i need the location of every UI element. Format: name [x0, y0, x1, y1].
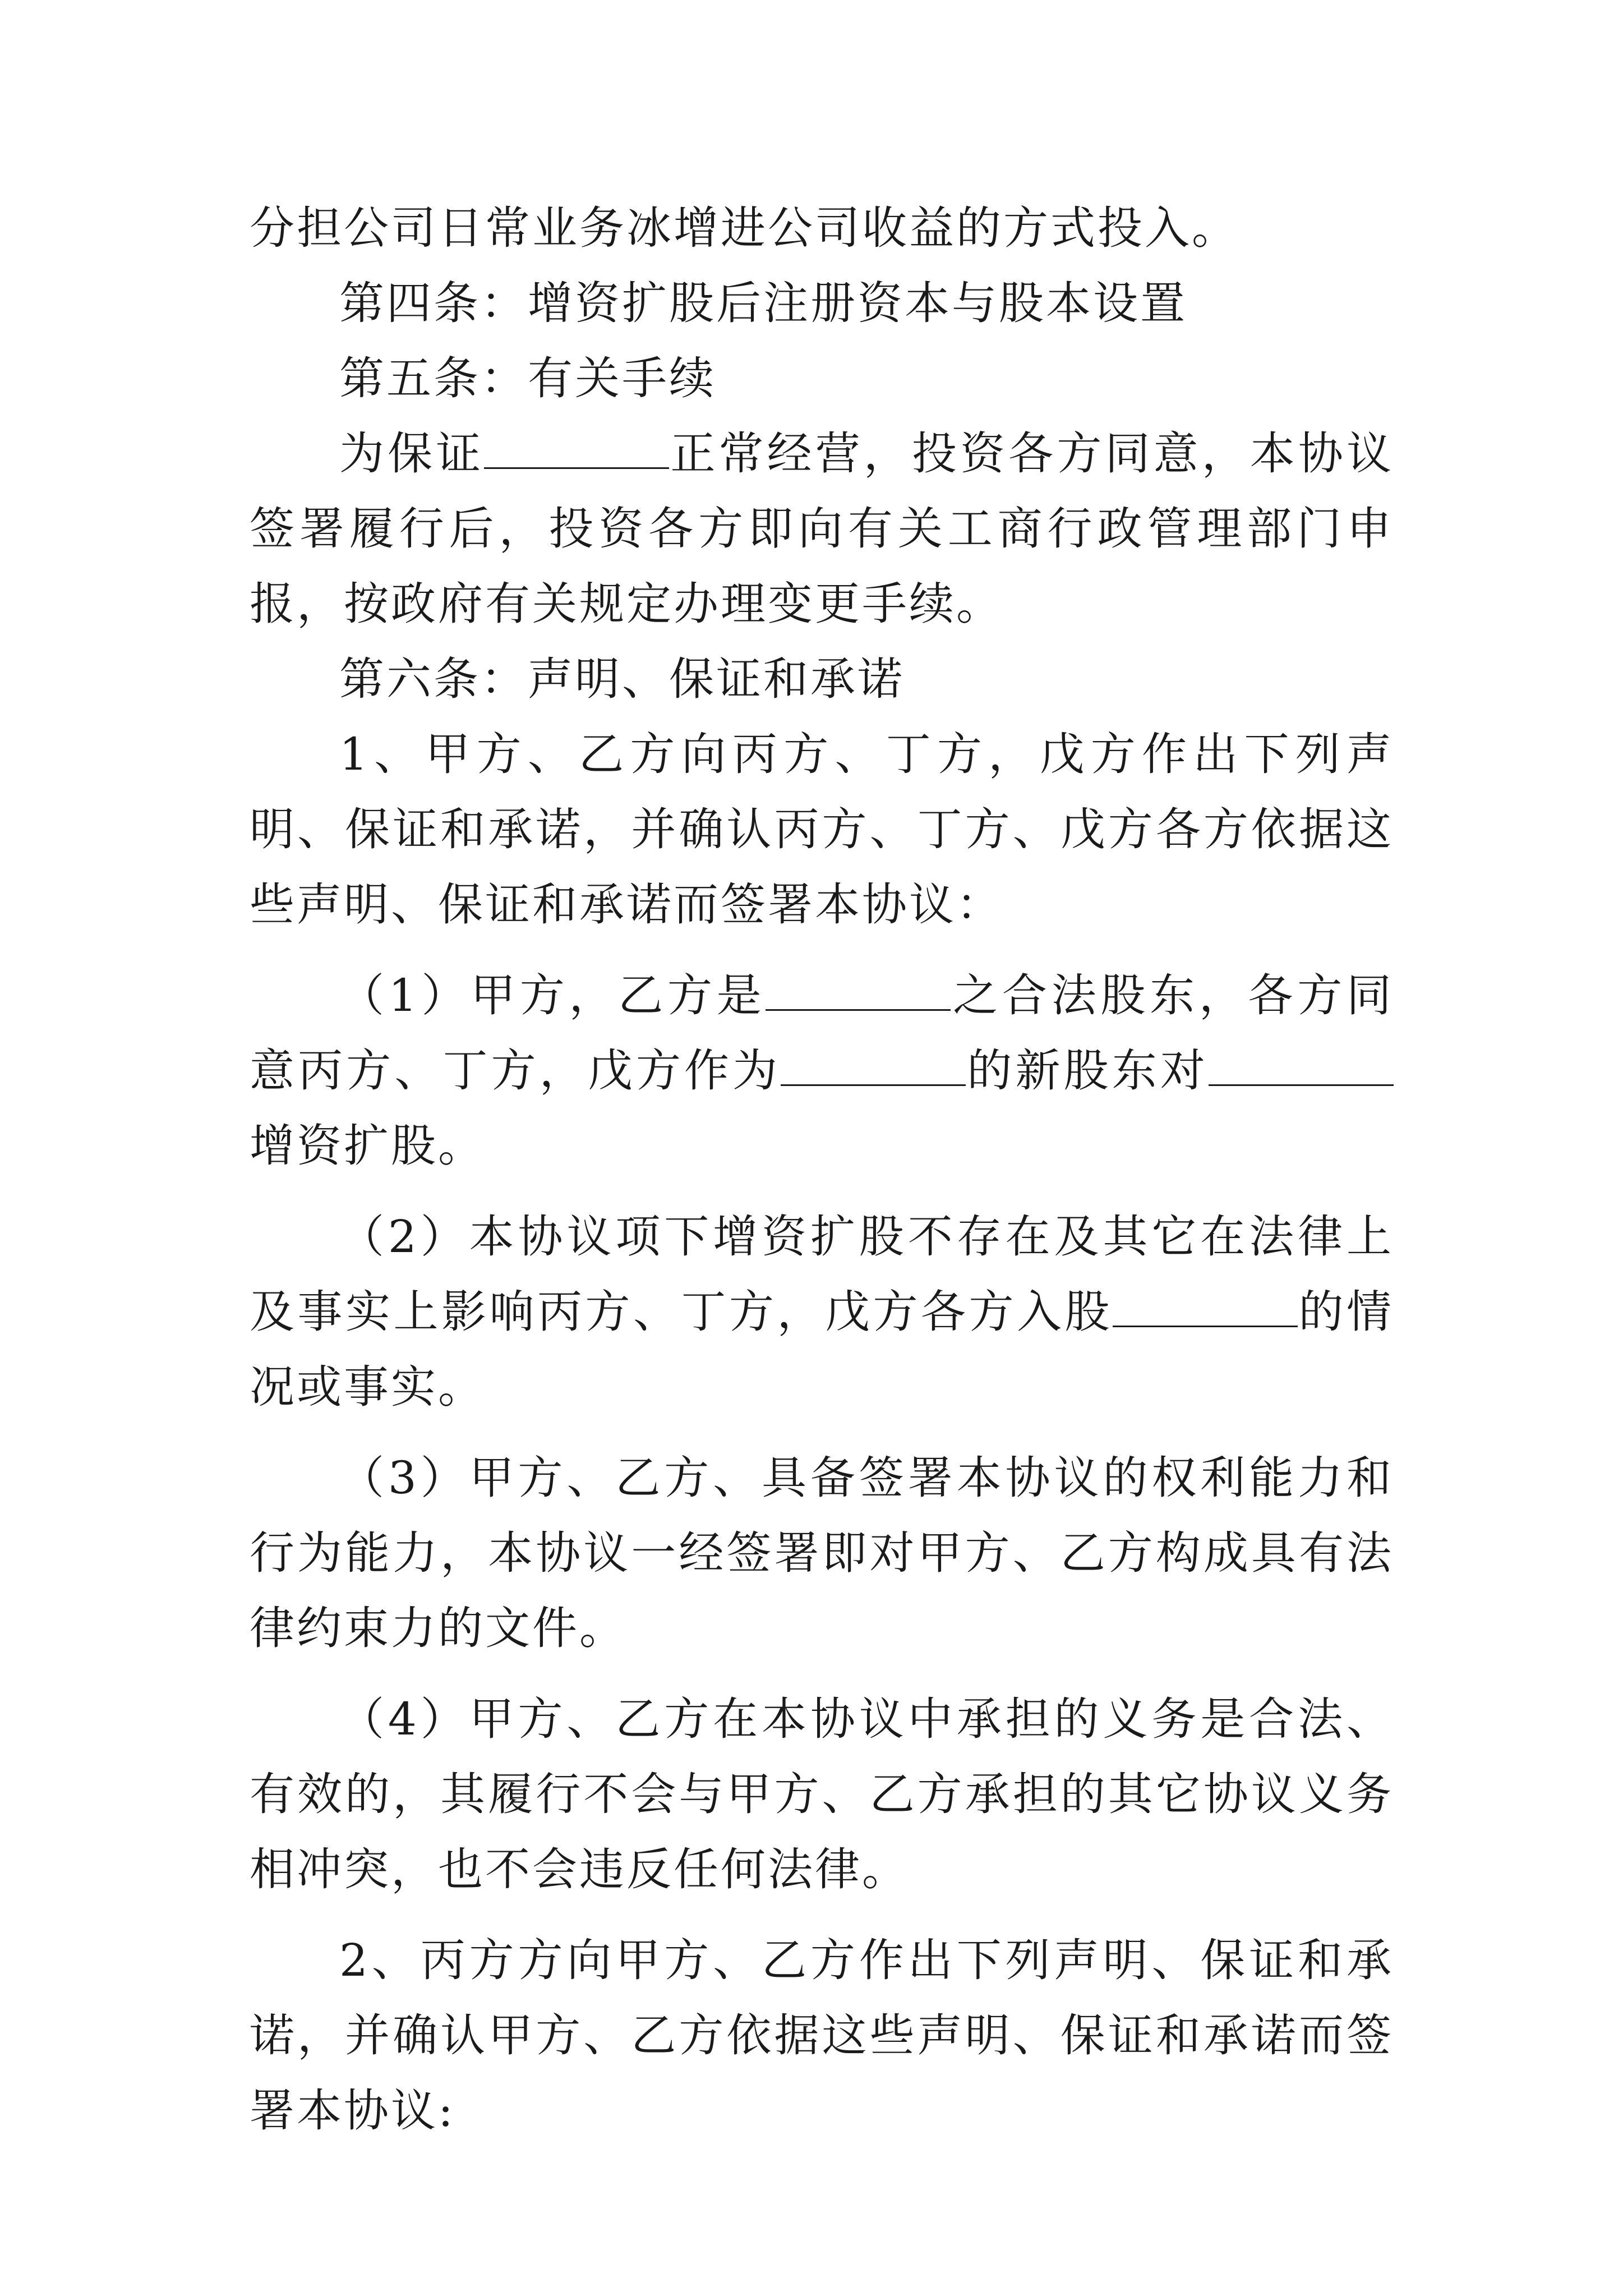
paragraph-p10: [250, 1682, 1394, 1907]
paragraph-p7: [250, 958, 1394, 1184]
paragraph-p8: [250, 1199, 1394, 1425]
paragraph-text: 1、甲方、乙方向丙方、丁方，戊方作出下列声明、保证和承诺，并确认丙方、丁方、戊方各方依据这些声明、保证和承诺而签署本协议：: [250, 728, 1394, 931]
paragraph-p3: [250, 341, 1394, 416]
paragraph-text: 的新股东对: [966, 1045, 1209, 1097]
blank-field: [1113, 1285, 1298, 1327]
paragraph-text: （4）甲方、乙方在本协议中承担的义务是合法、有效的，其履行不会与甲方、乙方承担的其它协议义务相冲突，也不会违反任何法律。: [250, 1693, 1394, 1895]
paragraph-text: （1）甲方，乙方是: [339, 969, 766, 1022]
paragraph-text: 第四条：增资扩股后注册资本与股本设置: [339, 277, 1187, 329]
paragraph-p6: [250, 717, 1394, 942]
paragraph-p2: [250, 266, 1394, 341]
paragraph-p11: [250, 1923, 1394, 2148]
paragraph-p9: [250, 1441, 1394, 1666]
blank-field: [484, 427, 669, 469]
paragraph-text: 2、丙方方向甲方、乙方作出下列声明、保证和承诺，并确认甲方、乙方依据这些声明、保证和承诺而签署本协议:: [250, 1934, 1394, 2137]
paragraph-text: 的情况或事实。: [250, 1286, 1394, 1413]
paragraph-text: （2）本协议项下增资扩股不存在及其它在法律上及事实上影响丙方、丁方，戊方各方入股: [250, 1211, 1394, 1338]
paragraph-text: （3）甲方、乙方、具备签署本协议的权利能力和行为能力，本协议一经签署即对甲方、乙方构成具有法律约束力的文件。: [250, 1452, 1394, 1654]
paragraph-text: 第五条：有关手续: [339, 352, 716, 404]
blank-field: [1209, 1044, 1394, 1086]
paragraph-p1: [250, 191, 1394, 266]
paragraph-text: 分担公司日常业务冰增进公司收益的方式投入。: [250, 202, 1239, 254]
paragraph-text: 正常经营，投资各方同意，本协议签署履行后，投资各方即向有关工商行政管理部门申报，按政府有关规定办理变更手续。: [250, 427, 1394, 630]
paragraph-p5: [250, 642, 1394, 717]
paragraph-text: 为保证: [339, 427, 485, 480]
document-body: [250, 191, 1394, 2148]
paragraph-text: 之合法股东，各方同意丙方、丁方，戊方作为: [250, 969, 1394, 1097]
paragraph-text: 增资扩股。: [250, 1120, 485, 1172]
blank-field: [766, 969, 951, 1011]
paragraph-text: 第六条：声明、保证和承诺: [339, 653, 905, 705]
paragraph-p4: [250, 416, 1394, 642]
blank-field: [781, 1044, 966, 1086]
